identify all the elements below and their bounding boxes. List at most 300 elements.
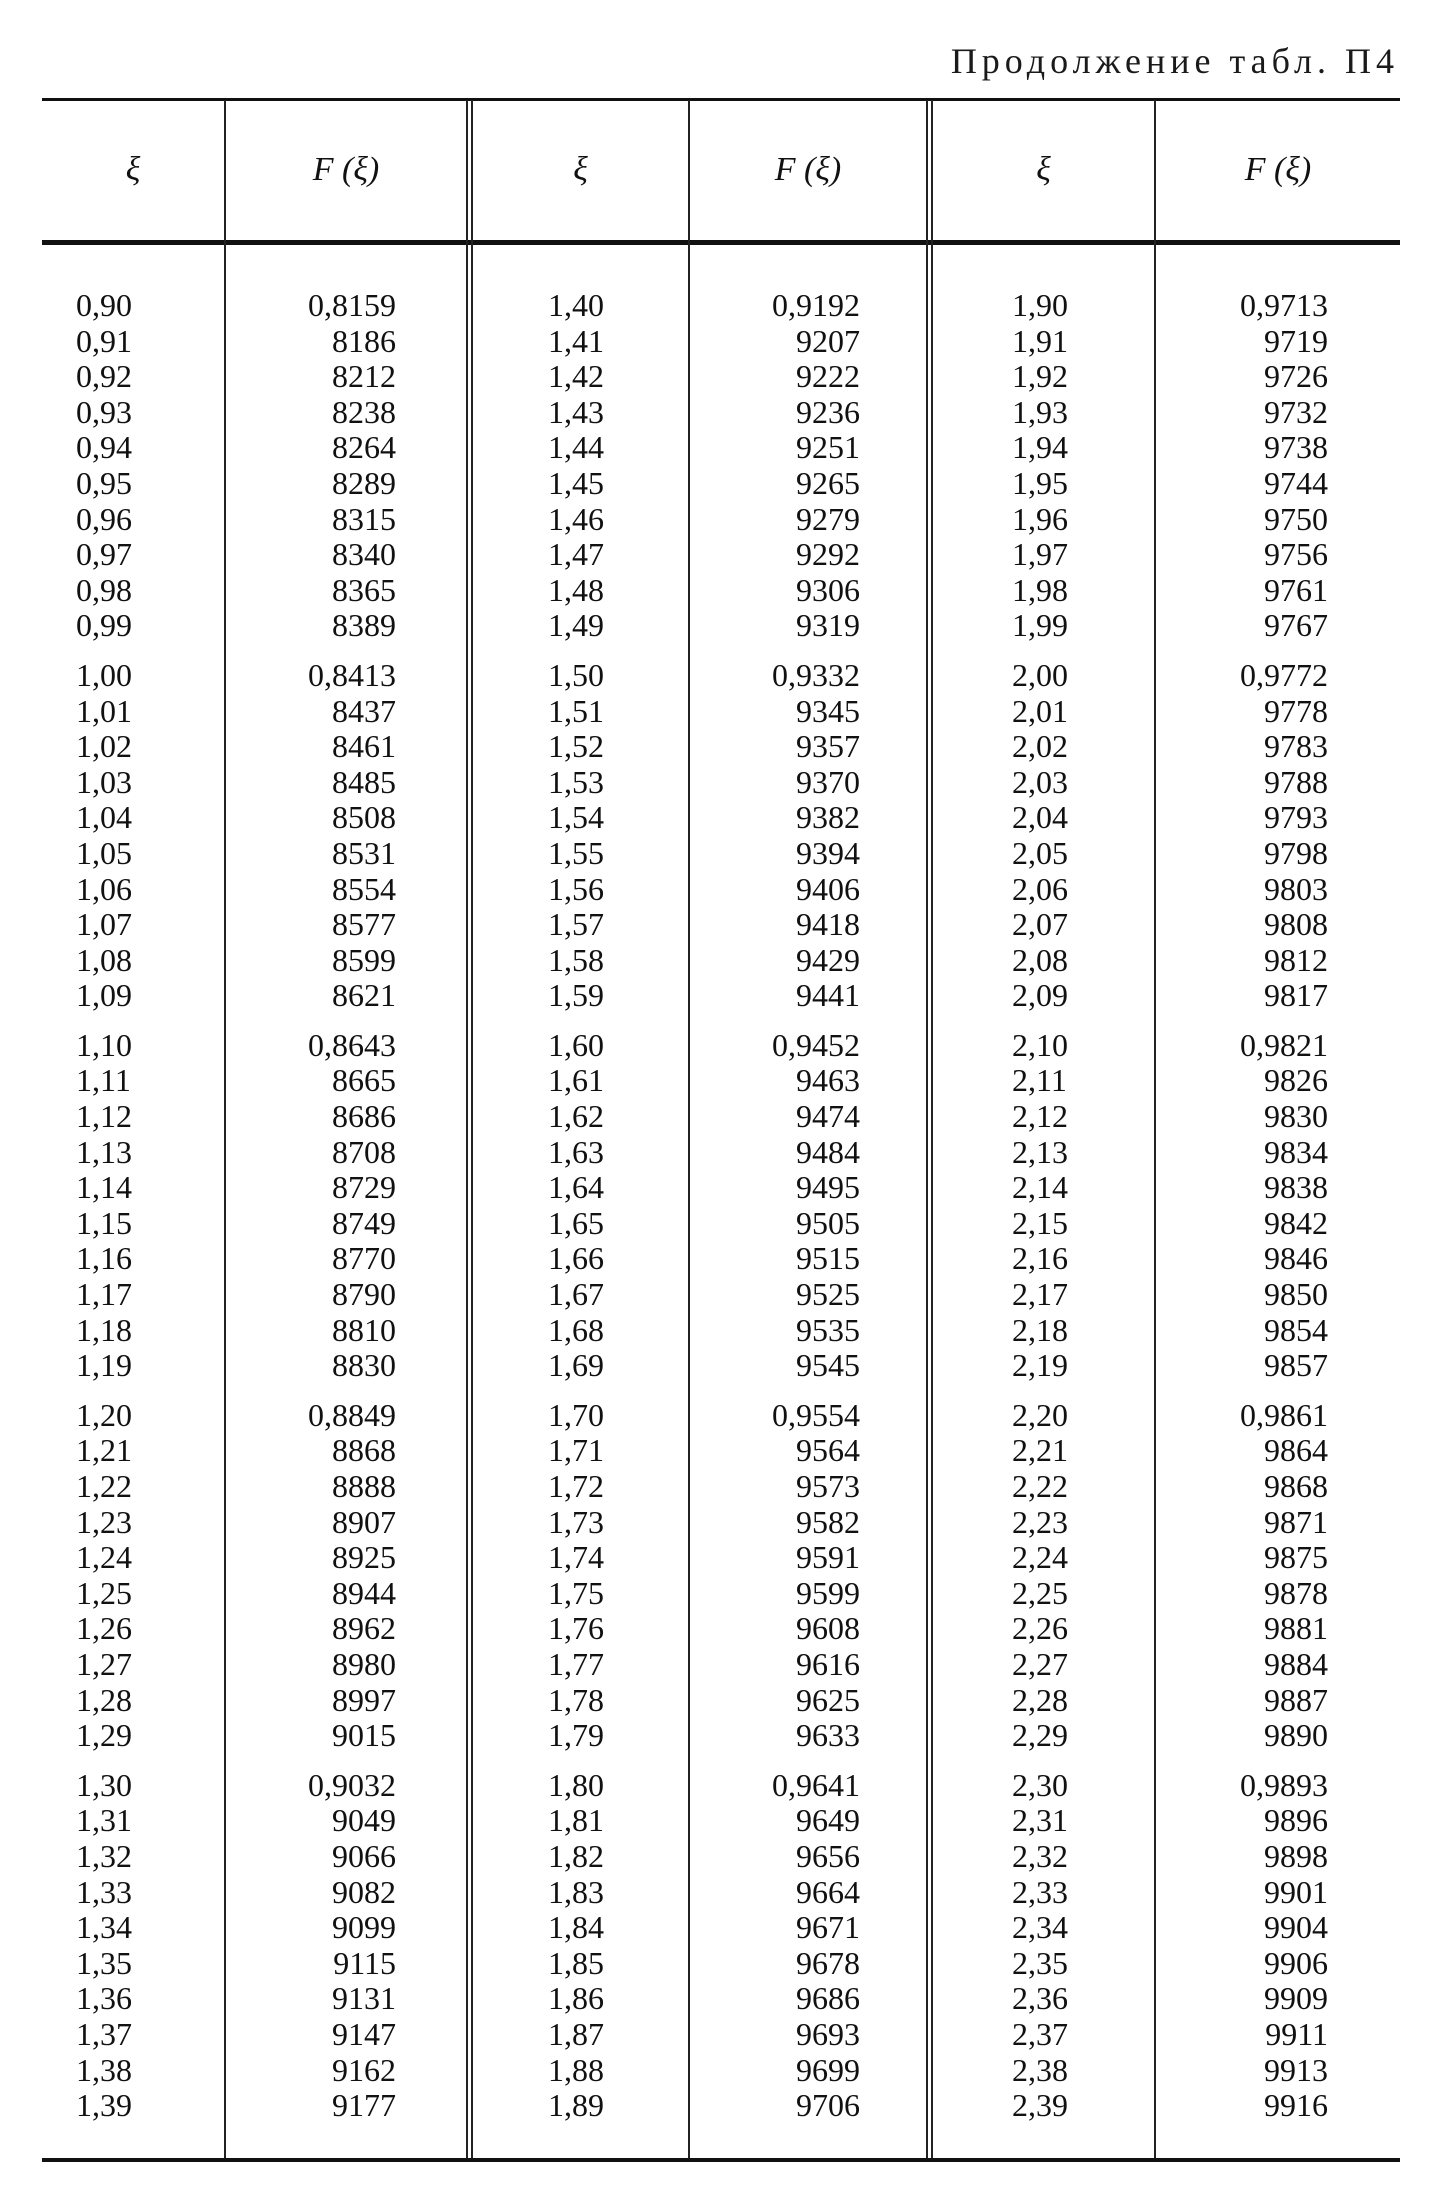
row-group xyxy=(660,1768,860,2124)
xi-value: 1,11 xyxy=(76,1062,131,1099)
xi-value: 1,34 xyxy=(76,1909,132,1946)
row-group xyxy=(76,288,216,644)
f-value: 8980 xyxy=(332,1645,396,1682)
xi-value: 1,20 xyxy=(76,1396,132,1433)
xi-value: 1,00 xyxy=(76,656,132,693)
f-value: 9906 xyxy=(1264,1944,1328,1981)
xi-value: 1,44 xyxy=(548,429,604,466)
f-value: 9896 xyxy=(1264,1802,1328,1839)
xi-value: 1,51 xyxy=(548,692,604,729)
f-value: 9625 xyxy=(796,1681,860,1718)
f-value: 9706 xyxy=(796,2087,860,2124)
f-value: 9495 xyxy=(796,1169,860,1206)
f-value: 9429 xyxy=(796,941,860,978)
xi-value: 2,11 xyxy=(1012,1062,1067,1099)
xi-value: 1,15 xyxy=(76,1204,132,1241)
xi-value: 1,18 xyxy=(76,1311,132,1348)
xi-value: 0,98 xyxy=(76,571,132,608)
xi-value: 2,23 xyxy=(1012,1503,1068,1540)
xi-value: 1,53 xyxy=(548,763,604,800)
xi-value: 0,94 xyxy=(76,429,132,466)
f-value: 9756 xyxy=(1264,536,1328,573)
f-value: 9207 xyxy=(796,322,860,359)
f-value: 9177 xyxy=(332,2087,396,2124)
f-value: 9803 xyxy=(1264,870,1328,907)
xi-value: 1,41 xyxy=(548,322,604,359)
xi-value: 1,28 xyxy=(76,1681,132,1718)
xi-value: 1,30 xyxy=(76,1766,132,1803)
xi-value: 2,25 xyxy=(1012,1574,1068,1611)
f-value: 8925 xyxy=(332,1539,396,1576)
xi-value: 1,23 xyxy=(76,1503,132,1540)
f-value: 9719 xyxy=(1264,322,1328,359)
f-value: 9778 xyxy=(1264,692,1328,729)
f-value: 0,8413 xyxy=(308,656,396,693)
f-value: 0,9893 xyxy=(1240,1766,1328,1803)
xi-value: 1,95 xyxy=(1012,464,1068,501)
xi-value: 1,10 xyxy=(76,1026,132,1063)
row-group xyxy=(1128,658,1328,1014)
f-value: 9798 xyxy=(1264,834,1328,871)
f-value: 9901 xyxy=(1264,1873,1328,1910)
f-column-3 xyxy=(1128,288,1328,2138)
f-value: 9394 xyxy=(796,834,860,871)
xi-value: 1,91 xyxy=(1012,322,1068,359)
f-value: 9830 xyxy=(1264,1098,1328,1135)
xi-value: 2,20 xyxy=(1012,1396,1068,1433)
f-value: 8810 xyxy=(332,1311,396,1348)
xi-value: 1,47 xyxy=(548,536,604,573)
f-value: 8665 xyxy=(332,1062,396,1099)
f-value: 8340 xyxy=(332,536,396,573)
f-value: 8749 xyxy=(332,1204,396,1241)
f-value: 0,9713 xyxy=(1240,287,1328,323)
f-value: 9505 xyxy=(796,1204,860,1241)
row-group xyxy=(660,1398,860,1754)
f-value: 9875 xyxy=(1264,1539,1328,1576)
f-value: 9484 xyxy=(796,1133,860,1170)
f-value: 8944 xyxy=(332,1574,396,1611)
xi-value: 1,05 xyxy=(76,834,132,871)
xi-value: 1,42 xyxy=(548,358,604,395)
f-value: 9573 xyxy=(796,1468,860,1504)
xi-value: 1,66 xyxy=(548,1240,604,1277)
xi-value: 2,39 xyxy=(1012,2087,1068,2124)
xi-value: 1,08 xyxy=(76,941,132,978)
xi-value: 2,14 xyxy=(1012,1169,1068,1206)
xi-value: 1,37 xyxy=(76,2015,132,2052)
f-value: 0,9772 xyxy=(1240,656,1328,693)
f-value: 9826 xyxy=(1264,1062,1328,1099)
row-group xyxy=(1128,1768,1328,2124)
f-value: 0,9821 xyxy=(1240,1026,1328,1063)
row-group xyxy=(196,1398,396,1754)
f-value: 9898 xyxy=(1264,1837,1328,1874)
xi-value: 1,99 xyxy=(1012,607,1068,644)
xi-value: 1,17 xyxy=(76,1276,132,1313)
xi-value: 1,38 xyxy=(76,2051,132,2088)
f-value: 9418 xyxy=(796,906,860,943)
xi-value: 1,75 xyxy=(548,1574,604,1611)
xi-value: 1,97 xyxy=(1012,536,1068,573)
row-group xyxy=(660,1028,860,1384)
xi-value: 1,39 xyxy=(76,2087,132,2124)
f-value: 9878 xyxy=(1264,1574,1328,1611)
f-value: 9633 xyxy=(796,1717,860,1754)
f-value: 8554 xyxy=(332,870,396,907)
f-value: 9857 xyxy=(1264,1347,1328,1384)
xi-value: 2,00 xyxy=(1012,656,1068,693)
xi-value: 2,28 xyxy=(1012,1681,1068,1718)
column-divider xyxy=(466,100,468,2158)
xi-value: 1,87 xyxy=(548,2015,604,2052)
f-value: 0,9554 xyxy=(772,1396,860,1433)
xi-value: 2,15 xyxy=(1012,1204,1068,1241)
xi-value: 1,76 xyxy=(548,1610,604,1647)
xi-value: 2,12 xyxy=(1012,1098,1068,1135)
f-value: 9222 xyxy=(796,358,860,395)
xi-value: 1,32 xyxy=(76,1837,132,1874)
xi-value: 1,90 xyxy=(1012,287,1068,323)
xi-value: 1,45 xyxy=(548,464,604,501)
f-value: 9726 xyxy=(1264,358,1328,395)
xi-value: 1,98 xyxy=(1012,571,1068,608)
f-value: 9357 xyxy=(796,728,860,765)
xi-value: 1,73 xyxy=(548,1503,604,1540)
f-value: 8437 xyxy=(332,692,396,729)
xi-value: 1,12 xyxy=(76,1098,132,1135)
xi-value: 2,13 xyxy=(1012,1133,1068,1170)
xi-column-1 xyxy=(76,288,216,2138)
f-value: 9115 xyxy=(333,1944,396,1981)
xi-value: 1,27 xyxy=(76,1645,132,1682)
xi-value: 2,06 xyxy=(1012,870,1068,907)
xi-value: 1,65 xyxy=(548,1204,604,1241)
f-value: 9292 xyxy=(796,536,860,573)
xi-value: 1,80 xyxy=(548,1766,604,1803)
xi-value: 2,07 xyxy=(1012,906,1068,943)
xi-value: 2,04 xyxy=(1012,799,1068,836)
xi-value: 2,16 xyxy=(1012,1240,1068,1277)
f-value: 9591 xyxy=(796,1539,860,1576)
f-value: 9251 xyxy=(796,429,860,466)
xi-value: 1,58 xyxy=(548,941,604,978)
xi-value: 2,08 xyxy=(1012,941,1068,978)
f-value: 0,9641 xyxy=(772,1766,860,1803)
f-value: 9887 xyxy=(1264,1681,1328,1718)
f-value: 0,8643 xyxy=(308,1026,396,1063)
f-value: 8365 xyxy=(332,571,396,608)
f-value: 8186 xyxy=(332,322,396,359)
f-value: 8508 xyxy=(332,799,396,836)
xi-value: 1,25 xyxy=(76,1574,132,1611)
f-value: 9082 xyxy=(332,1873,396,1910)
f-value: 9525 xyxy=(796,1276,860,1313)
header-f-3: F (ξ) xyxy=(1244,151,1312,188)
f-value: 8770 xyxy=(332,1240,396,1277)
f-value: 0,9332 xyxy=(772,656,860,693)
row-group xyxy=(660,658,860,1014)
f-value: 9864 xyxy=(1264,1432,1328,1469)
xi-value: 1,59 xyxy=(548,977,604,1014)
f-value: 8315 xyxy=(332,500,396,537)
xi-value: 1,86 xyxy=(548,1980,604,2017)
xi-value: 1,85 xyxy=(548,1944,604,1981)
f-value: 8485 xyxy=(332,763,396,800)
xi-value: 1,62 xyxy=(548,1098,604,1135)
header-rule xyxy=(42,240,1400,245)
xi-value: 2,30 xyxy=(1012,1766,1068,1803)
row-group xyxy=(196,288,396,644)
xi-value: 2,22 xyxy=(1012,1468,1068,1504)
xi-value: 0,90 xyxy=(76,287,132,323)
xi-value: 1,35 xyxy=(76,1944,132,1981)
xi-value: 2,21 xyxy=(1012,1432,1068,1469)
header-f-2: F (ξ) xyxy=(774,151,842,188)
f-value: 9738 xyxy=(1264,429,1328,466)
f-value: 9744 xyxy=(1264,464,1328,501)
f-value: 8907 xyxy=(332,1503,396,1540)
f-value: 9599 xyxy=(796,1574,860,1611)
xi-value: 0,97 xyxy=(76,536,132,573)
f-value: 9564 xyxy=(796,1432,860,1469)
xi-value: 1,56 xyxy=(548,870,604,907)
xi-value: 0,96 xyxy=(76,500,132,537)
xi-value: 1,57 xyxy=(548,906,604,943)
f-value: 9671 xyxy=(796,1909,860,1946)
xi-value: 2,19 xyxy=(1012,1347,1068,1384)
xi-value: 1,82 xyxy=(548,1837,604,1874)
xi-value: 2,03 xyxy=(1012,763,1068,800)
f-column-2 xyxy=(660,288,860,2138)
f-value: 8790 xyxy=(332,1276,396,1313)
xi-value: 2,37 xyxy=(1012,2015,1068,2052)
f-value: 9750 xyxy=(1264,500,1328,537)
f-column-1 xyxy=(196,288,396,2138)
xi-value: 1,16 xyxy=(76,1240,132,1277)
f-value: 9884 xyxy=(1264,1645,1328,1682)
xi-value: 0,91 xyxy=(76,322,132,359)
xi-value: 2,31 xyxy=(1012,1802,1068,1839)
f-value: 9131 xyxy=(332,1980,396,2017)
f-value: 9656 xyxy=(796,1837,860,1874)
row-group xyxy=(196,658,396,1014)
table-caption: Продолжение табл. П4 xyxy=(950,41,1399,81)
f-value: 9871 xyxy=(1264,1503,1328,1540)
xi-value: 2,35 xyxy=(1012,1944,1068,1981)
xi-value: 1,64 xyxy=(548,1169,604,1206)
f-value: 9842 xyxy=(1264,1204,1328,1241)
xi-value: 2,17 xyxy=(1012,1276,1068,1313)
f-value: 9099 xyxy=(332,1909,396,1946)
xi-value: 1,93 xyxy=(1012,393,1068,430)
f-value: 9474 xyxy=(796,1098,860,1135)
xi-value: 1,33 xyxy=(76,1873,132,1910)
xi-value: 2,01 xyxy=(1012,692,1068,729)
f-value: 9678 xyxy=(796,1944,860,1981)
xi-value: 1,50 xyxy=(548,656,604,693)
f-value: 9306 xyxy=(796,571,860,608)
f-value: 9535 xyxy=(796,1311,860,1348)
f-value: 9686 xyxy=(796,1980,860,2017)
f-value: 8888 xyxy=(332,1468,396,1504)
f-value: 9693 xyxy=(796,2015,860,2052)
xi-value: 1,04 xyxy=(76,799,132,836)
xi-value: 1,24 xyxy=(76,1539,132,1576)
f-value: 9515 xyxy=(796,1240,860,1277)
xi-value: 1,02 xyxy=(76,728,132,765)
header-f-1: F (ξ) xyxy=(312,151,380,188)
f-value: 9817 xyxy=(1264,977,1328,1014)
xi-value: 1,84 xyxy=(548,1909,604,1946)
row-group xyxy=(76,1028,216,1384)
f-value: 8962 xyxy=(332,1610,396,1647)
xi-value: 2,24 xyxy=(1012,1539,1068,1576)
xi-value: 1,09 xyxy=(76,977,132,1014)
f-value: 9699 xyxy=(796,2051,860,2088)
f-value: 9850 xyxy=(1264,1276,1328,1313)
xi-value: 1,21 xyxy=(76,1432,132,1469)
xi-value: 1,78 xyxy=(548,1681,604,1718)
xi-value: 1,72 xyxy=(548,1468,604,1504)
bottom-rule xyxy=(42,2158,1400,2162)
xi-value: 1,55 xyxy=(548,834,604,871)
column-divider xyxy=(926,100,928,2158)
f-value: 9147 xyxy=(332,2015,396,2052)
xi-value: 2,36 xyxy=(1012,1980,1068,2017)
row-group xyxy=(1128,1398,1328,1754)
row-group xyxy=(76,1768,216,2124)
f-value: 9793 xyxy=(1264,799,1328,836)
f-value: 9911 xyxy=(1265,2015,1328,2052)
f-value: 9881 xyxy=(1264,1610,1328,1647)
xi-value: 2,18 xyxy=(1012,1311,1068,1348)
f-value: 8212 xyxy=(332,358,396,395)
f-value: 9904 xyxy=(1264,1909,1328,1946)
xi-value: 2,27 xyxy=(1012,1645,1068,1682)
f-value: 9319 xyxy=(796,607,860,644)
f-value: 9649 xyxy=(796,1802,860,1839)
f-value: 9916 xyxy=(1264,2087,1328,2124)
f-value: 9463 xyxy=(796,1062,860,1099)
column-divider xyxy=(931,100,933,2158)
xi-value: 1,89 xyxy=(548,2087,604,2124)
f-value: 9664 xyxy=(796,1873,860,1910)
xi-value: 1,94 xyxy=(1012,429,1068,466)
f-value: 9732 xyxy=(1264,393,1328,430)
f-value: 9162 xyxy=(332,2051,396,2088)
f-value: 9868 xyxy=(1264,1468,1328,1504)
xi-value: 1,43 xyxy=(548,393,604,430)
f-value: 9441 xyxy=(796,977,860,1014)
xi-value: 1,81 xyxy=(548,1802,604,1839)
xi-value: 1,13 xyxy=(76,1133,132,1170)
f-value: 9812 xyxy=(1264,941,1328,978)
xi-value: 2,02 xyxy=(1012,728,1068,765)
f-value: 0,8159 xyxy=(308,287,396,323)
xi-value: 1,70 xyxy=(548,1396,604,1433)
f-value: 9015 xyxy=(332,1717,396,1754)
xi-value: 2,38 xyxy=(1012,2051,1068,2088)
f-value: 8830 xyxy=(332,1347,396,1384)
xi-value: 1,69 xyxy=(548,1347,604,1384)
f-value: 9854 xyxy=(1264,1311,1328,1348)
f-value: 8997 xyxy=(332,1681,396,1718)
xi-value: 1,67 xyxy=(548,1276,604,1313)
f-value: 8868 xyxy=(332,1432,396,1469)
f-value: 9846 xyxy=(1264,1240,1328,1277)
row-group xyxy=(1128,288,1328,644)
xi-value: 1,46 xyxy=(548,500,604,537)
f-value: 9066 xyxy=(332,1837,396,1874)
f-value: 9788 xyxy=(1264,763,1328,800)
header-xi-1: ξ xyxy=(125,151,141,188)
xi-value: 1,71 xyxy=(548,1432,604,1469)
f-value: 9608 xyxy=(796,1610,860,1647)
xi-value: 1,19 xyxy=(76,1347,132,1384)
xi-value: 1,22 xyxy=(76,1468,132,1504)
f-value: 8289 xyxy=(332,464,396,501)
f-value: 9582 xyxy=(796,1503,860,1540)
xi-value: 2,10 xyxy=(1012,1026,1068,1063)
xi-value: 1,88 xyxy=(548,2051,604,2088)
xi-value: 1,60 xyxy=(548,1026,604,1063)
xi-value: 1,06 xyxy=(76,870,132,907)
f-value: 9616 xyxy=(796,1645,860,1682)
xi-value: 0,99 xyxy=(76,607,132,644)
f-value: 0,9032 xyxy=(308,1766,396,1803)
f-value: 8577 xyxy=(332,906,396,943)
f-value: 9236 xyxy=(796,393,860,430)
xi-value: 1,92 xyxy=(1012,358,1068,395)
xi-value: 1,96 xyxy=(1012,500,1068,537)
xi-value: 2,26 xyxy=(1012,1610,1068,1647)
f-value: 9890 xyxy=(1264,1717,1328,1754)
f-value: 9345 xyxy=(796,692,860,729)
f-value: 0,8849 xyxy=(308,1396,396,1433)
xi-value: 1,40 xyxy=(548,287,604,323)
f-value: 8621 xyxy=(332,977,396,1014)
f-value: 8238 xyxy=(332,393,396,430)
f-value: 8531 xyxy=(332,834,396,871)
xi-value: 1,31 xyxy=(76,1802,132,1839)
xi-value: 1,68 xyxy=(548,1311,604,1348)
row-group xyxy=(76,658,216,1014)
f-value: 9783 xyxy=(1264,728,1328,765)
f-value: 9545 xyxy=(796,1347,860,1384)
f-value: 9834 xyxy=(1264,1133,1328,1170)
f-value: 9370 xyxy=(796,763,860,800)
xi-value: 2,33 xyxy=(1012,1873,1068,1910)
xi-value: 1,74 xyxy=(548,1539,604,1576)
xi-value: 2,09 xyxy=(1012,977,1068,1014)
xi-value: 1,26 xyxy=(76,1610,132,1647)
f-value: 8264 xyxy=(332,429,396,466)
f-value: 9382 xyxy=(796,799,860,836)
row-group xyxy=(196,1768,396,2124)
f-value: 8461 xyxy=(332,728,396,765)
f-value: 8686 xyxy=(332,1098,396,1135)
f-value: 9767 xyxy=(1264,607,1328,644)
xi-value: 2,29 xyxy=(1012,1717,1068,1754)
f-value: 9279 xyxy=(796,500,860,537)
xi-value: 1,29 xyxy=(76,1717,132,1754)
f-value: 8729 xyxy=(332,1169,396,1206)
f-value: 0,9861 xyxy=(1240,1396,1328,1433)
xi-value: 1,49 xyxy=(548,607,604,644)
xi-value: 1,54 xyxy=(548,799,604,836)
xi-value: 2,05 xyxy=(1012,834,1068,871)
